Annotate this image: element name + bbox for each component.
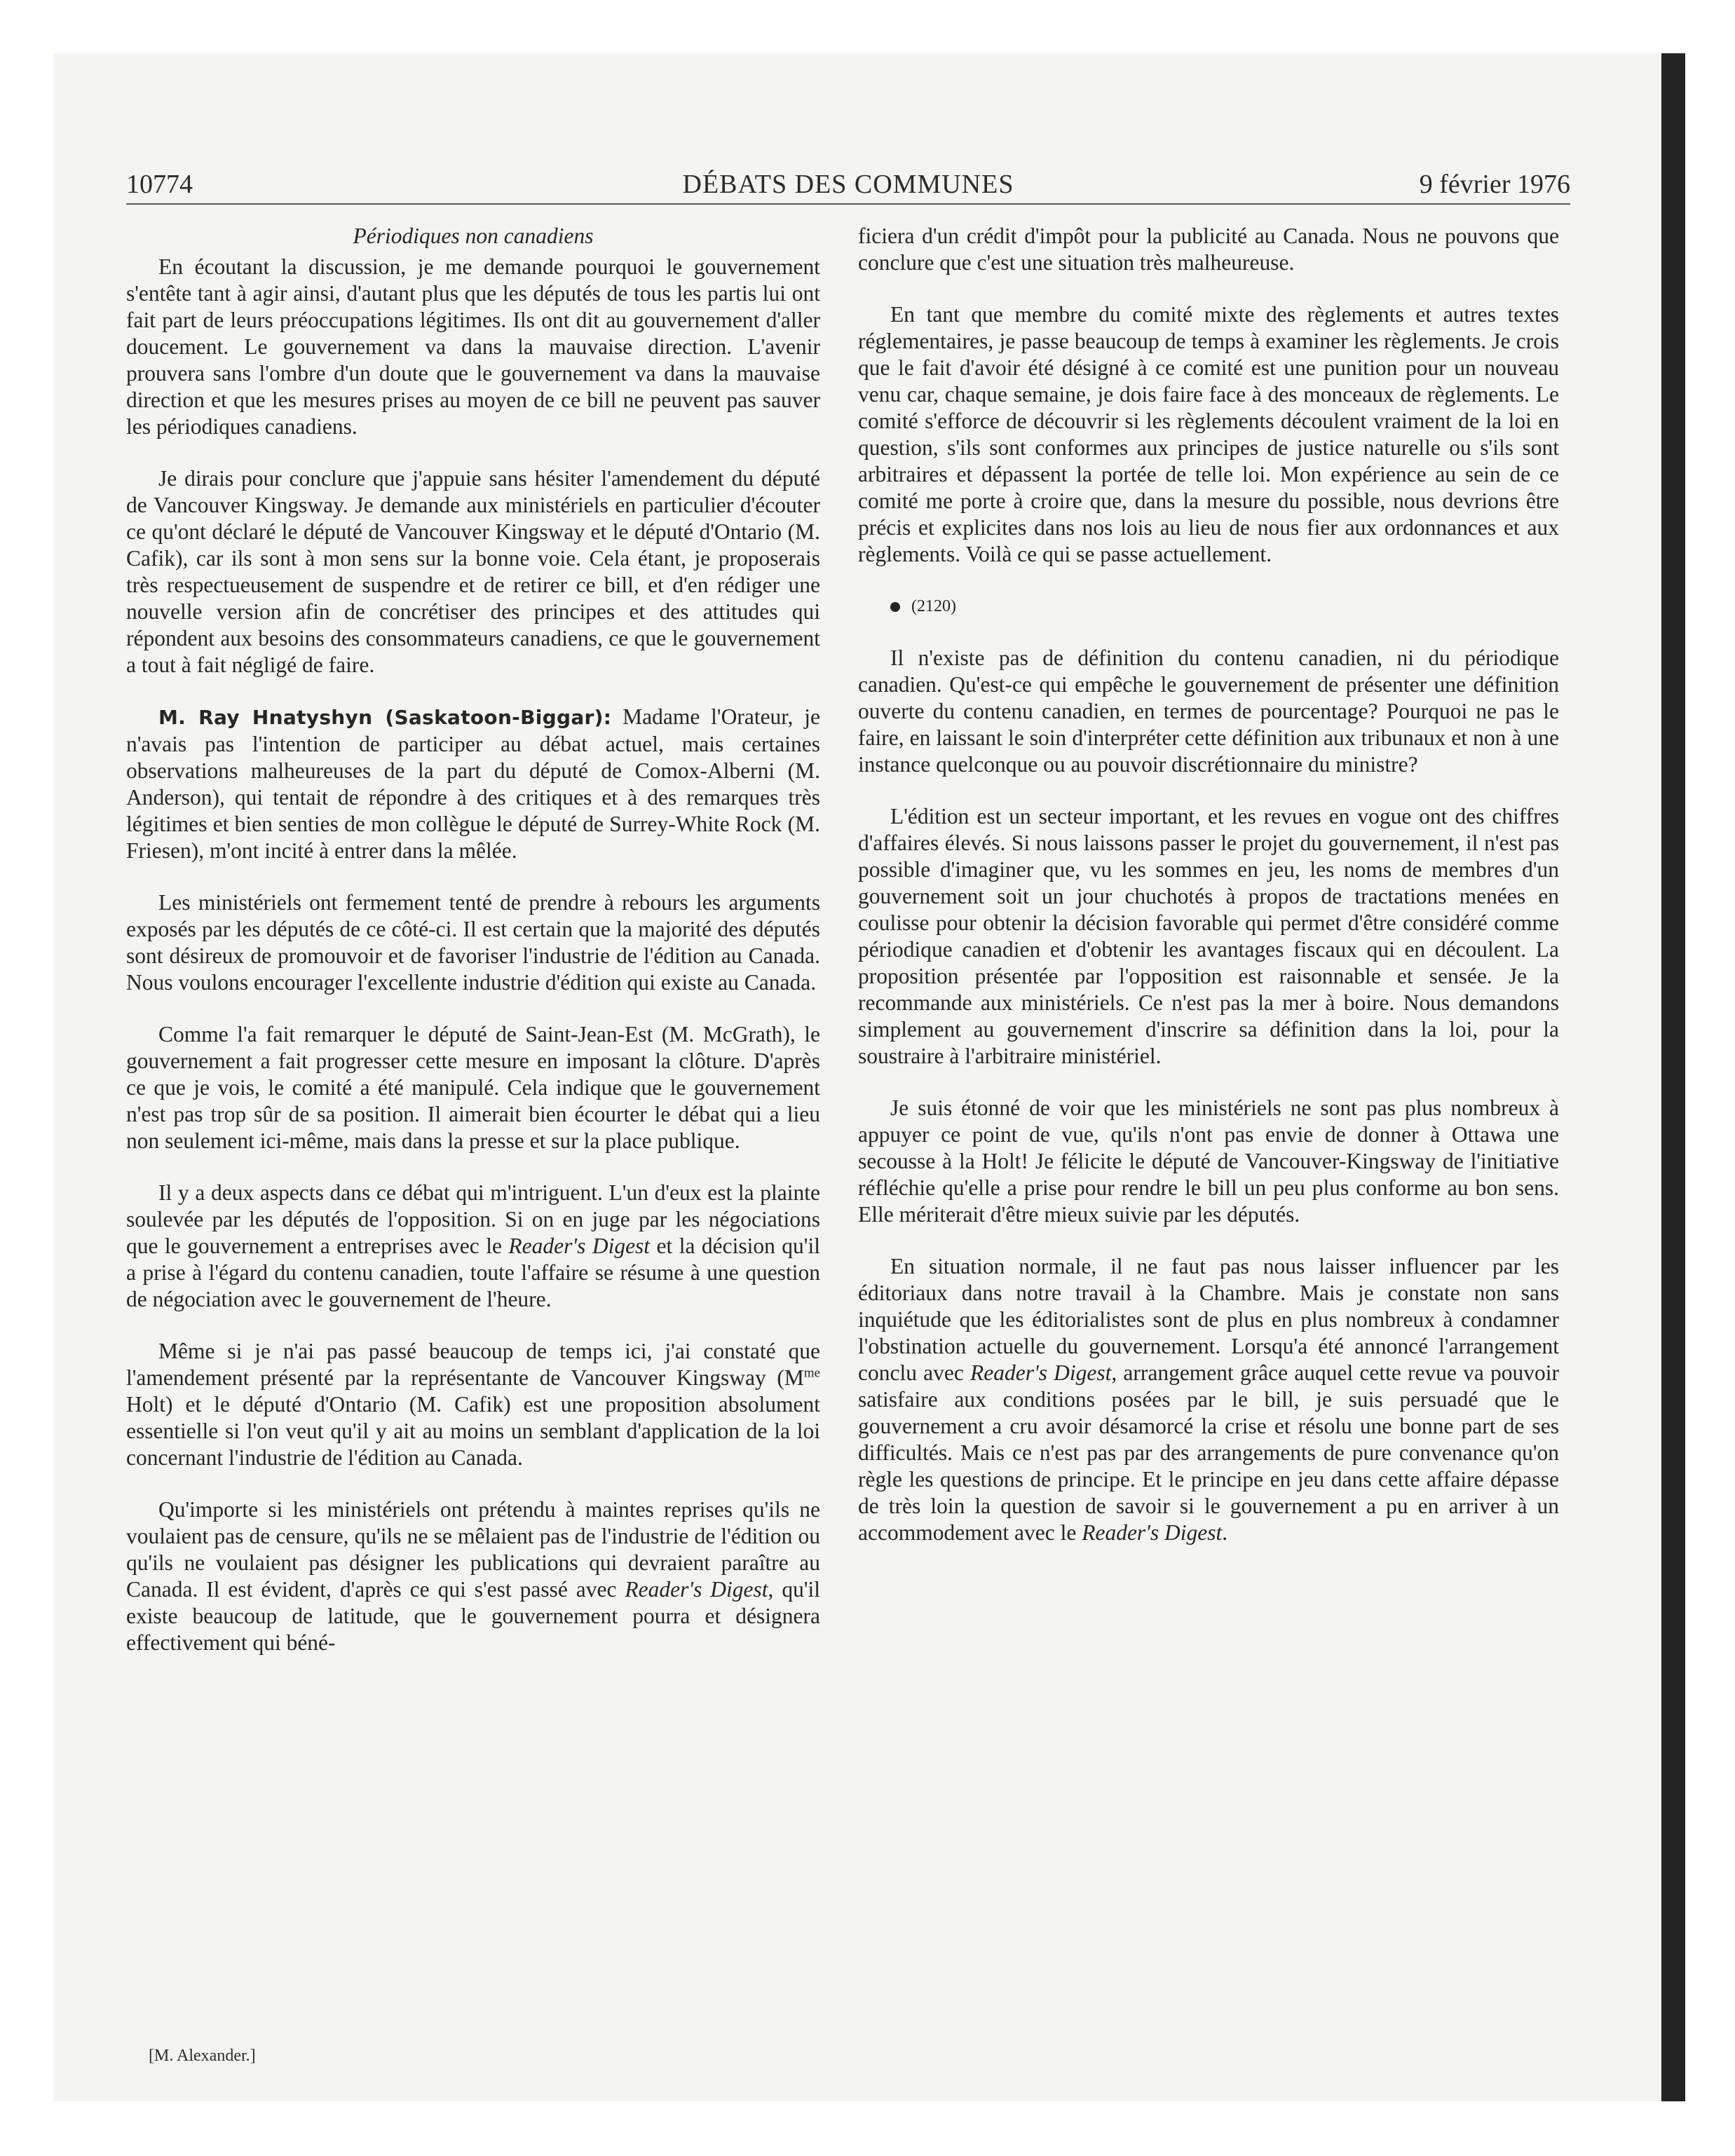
paragraph: L'édition est un secteur important, et les revues en vogue ont des chiffres d'affaires élevés. Si nous laissons passer le projet du gouvernement, il n'est pas possible d'imaginer que, vu les sommes en jeu, les noms de membres d'un gouvernement soit un jour chuchotés à propos de tractations menées en coulisse pour obtenir la décision favorable qui permet d'être considéré comme périodique canadien et d'obtenir les avantages fiscaux qui en découlent. La proposition présentée par l'opposition est raisonnable et sensée. Je la recommande aux ministériels. Ce n'est pas la mer à boire. Nous demandons simplement au gouvernement d'inscrire sa définition dans la loi, pour la soustraire à l'arbitraire ministériel. xyxy=(858,804,1559,1068)
paragraph xyxy=(858,1253,1559,1546)
text-run: , qu'il existe beaucoup de latitude, que le gouvernement pourra et désignera effectivement qui béné- xyxy=(126,1577,820,1655)
paragraph xyxy=(126,1338,820,1471)
speaker-footer xyxy=(149,2047,256,2066)
speaker-paragraph xyxy=(126,704,820,864)
time-marker-text: (2120) xyxy=(911,597,956,615)
text-run: En situation normale, il ne faut pas nous laisser influencer par les éditoriaux dans notre travail à la Chambre. Mais je constate non sans inquiétude que les éditorialistes sont de plus en plus nombreux à condamner l'obstination actuelle du gouvernement. Lorsqu'a été annoncé l'arrangement conclu avec xyxy=(858,1254,1559,1385)
text-run: Qu'importe si les ministériels ont prétendu à maintes reprises qu'ils ne voulaient pas de censure, qu'ils ne se mêlaient pas de l'industrie de l'édition ou qu'ils ne voulaient pas désigner les publications qui devraient paraître au Canada. Il est évident, d'après ce qui s'est passé avec xyxy=(126,1497,820,1602)
time-marker xyxy=(858,593,1559,620)
speaker-name: M. Ray Hnatyshyn (Saskatoon-Biggar): xyxy=(158,706,612,729)
scan-edge-shadow xyxy=(1661,53,1685,2101)
paragraph: Les ministériels ont fermement tenté de prendre à rebours les arguments exposés par les députés de ce côté-ci. Il est certain que la majorité des députés sont désireux de promouvoir et de favoriser l'industrie de l'édition au Canada. Nous voulons encourager l'excellente industrie d'édition qui existe au Canada. xyxy=(126,890,820,995)
publication-title: DÉBATS DES COMMUNES xyxy=(682,170,1014,199)
superscript: me xyxy=(803,1365,820,1381)
paragraph xyxy=(126,1180,820,1313)
paragraph: Comme l'a fait remarquer le député de Saint-Jean-Est (M. McGrath), le gouvernement a fait progresser cette mesure en imposant la clôture. D'après ce que je vois, le comité a été manipulé. Cela indique que le gouvernement n'est pas trop sûr de sa position. Il aimerait bien écourter le débat qui a lieu non seulement ici-même, mais dans la presse et sur la place publique. xyxy=(126,1022,820,1153)
text-run: Il y a deux aspects dans ce débat qui m'intriguent. L'un d'eux est la plainte soulevée par les députés de l'opposition. Si on en juge par les négociations que le gouvernement a entreprises avec le xyxy=(126,1180,820,1258)
bullet-icon xyxy=(890,602,900,612)
speaker-text: Madame l'Orateur, je n'avais pas l'intention de participer au débat actuel, mais certaines observations malheureuses de la part du député de Comox-Alberni (M. Anderson), qui tentait de répondre à des critiques et à des remarques très légitimes et bien senties de mon collègue le député de Surrey-White Rock (M. Friesen), m'ont incité à entrer dans la mêlée. xyxy=(126,704,821,863)
page-number: 10774 xyxy=(126,170,193,199)
right-column xyxy=(858,223,1559,1571)
paragraph: Il n'existe pas de définition du contenu canadien, ni du périodique canadien. Qu'est-ce qui empêche le gouvernement de présenter une définition ouverte du contenu canadien, en termes de pourcentage? Pourquoi ne pas le faire, en laissant le soin d'interpréter cette définition aux tribunaux et non à une instance quelconque ou au pouvoir discrétionnaire du ministre? xyxy=(858,646,1559,777)
text-run: . xyxy=(1222,1520,1228,1545)
paragraph: Je dirais pour conclure que j'appuie sans hésiter l'amendement du député de Vancouver Kingsway. Je demande aux ministériels en particulier d'écouter ce qu'ont déclaré le député de Vancouver Kingsway et le député d'Ontario (M. Cafik), car ils sont à mon sens sur la bonne voie. Cela étant, je proposerais très respectueusement de suspendre et de retirer ce bill, et d'en rédiger une nouvelle version afin de concrétiser des principes et des attitudes qui répondent aux besoins des consommateurs canadiens, ce que le gouvernement a tout à fait négligé de faire. xyxy=(126,466,820,677)
publication-date: 9 février 1976 xyxy=(1419,170,1570,199)
publication-reference: Reader's Digest xyxy=(1082,1520,1223,1545)
section-subheading: Périodiques non canadiens xyxy=(353,224,594,248)
publication-reference: Reader's Digest xyxy=(625,1577,768,1602)
text-run: Même si je n'ai pas passé beaucoup de temps ici, j'ai constaté que l'amendement présenté par la représentante de Vancouver Kingsway (M xyxy=(126,1339,820,1390)
paragraph: Je suis étonné de voir que les ministériels ne sont pas plus nombreux à appuyer ce point de vue, qu'ils n'ont pas envie de donner à Ottawa une secousse à la Holt! Je félicite le député de Vancouver-Kingsway de l'initiative réfléchie qu'elle a prise pour rendre le bill un peu plus conforme au bon sens. Elle mériterait d'être mieux suivie par les députés. xyxy=(858,1096,1559,1227)
text-run: Holt) et le député d'Ontario (M. Cafik) est une proposition absolument essentielle si l'on veut qu'il y ait au moins un semblant d'application de la loi concernant l'industrie de l'édition au Canada. xyxy=(126,1392,820,1470)
publication-reference: Reader's Digest xyxy=(969,1360,1112,1385)
paragraph xyxy=(126,1496,820,1656)
paragraph: En tant que membre du comité mixte des règlements et autres textes réglementaires, je passe beaucoup de temps à examiner les règlements. Je crois que le fait d'avoir été désigné à ce comité est une punition pour un nouveau venu car, chaque semaine, je dois faire face à des monceaux de règlements. Le comité s'efforce de découvrir si les règlements découlent vraiment de la loi en question, s'ils sont conformes aux principes de justice naturelle ou s'ils sont arbitraires et dépassent la portée de telle loi. Mon expérience au sein de ce comité me porte à croire que, dans la mesure du possible, nous devrions être précis et explicites dans nos lois au lieu de nous fier aux ordonnances et aux règlements. Voilà ce qui se passe actuellement. xyxy=(858,302,1559,566)
continued-paragraph: ficiera d'un crédit d'impôt pour la publicité au Canada. Nous ne pouvons que conclure que c'est une situation très malheureuse. xyxy=(858,224,1559,275)
running-header xyxy=(126,168,1570,205)
text-run: , arrangement grâce auquel cette revue va pouvoir satisfaire aux conditions posées par le bill, je suis persuadé que le gouvernement a cru avoir désamorcé la crise et résolu une bonne part de ses difficultés. Mais ce n'est pas par des arrangements de pure convenance qu'on règle les questions de principe. Et le principe en jeu dans cette affaire dépasse de très loin la question de savoir si le gouvernement a pu en arriver à un accommodement avec le xyxy=(858,1360,1559,1545)
publication-reference: Reader's Digest xyxy=(508,1234,651,1258)
left-column xyxy=(126,223,820,1681)
text-run: et la décision qu'il a prise à l'égard du contenu canadien, toute l'affaire se résume à une question de négociation avec le gouvernement de l'heure. xyxy=(126,1234,820,1311)
paragraph: En écoutant la discussion, je me demande pourquoi le gouvernement s'entête tant à agir ainsi, d'autant plus que les députés de tous les partis lui ont fait part de leurs préoccupations légitimes. Ils ont dit au gouvernement d'aller doucement. Le gouvernement va dans la mauvaise direction. L'avenir prouvera sans l'ombre d'un doute que le gouvernement va dans la mauvaise direction et que les mesures prises au moyen de ce bill ne peuvent pas sauver les périodiques canadiens. xyxy=(126,254,820,439)
footer-speaker-name: [ M. Alexander. ] xyxy=(149,2047,256,2065)
